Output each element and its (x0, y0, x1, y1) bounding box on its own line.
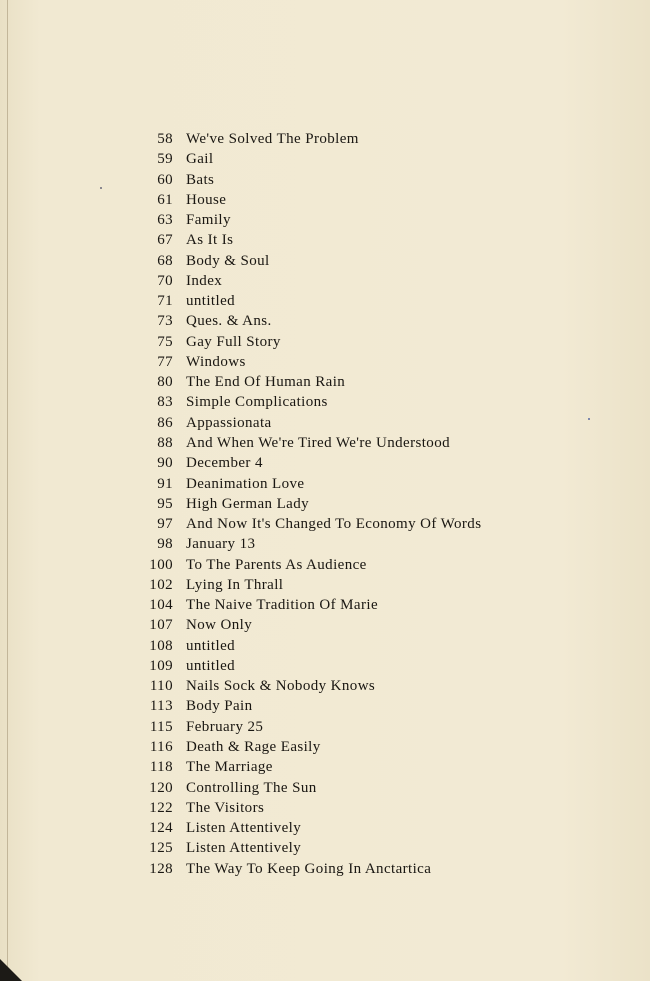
toc-title: Gay Full Story (186, 333, 281, 350)
toc-entry (140, 575, 600, 595)
toc-title: Appassionata (186, 414, 272, 431)
toc-entry (140, 798, 600, 818)
toc-page-number: 63 (157, 212, 173, 229)
toc-title: Bats (186, 171, 215, 188)
toc-page-number: 75 (157, 333, 173, 350)
toc-title: December 4 (186, 455, 263, 472)
toc-page-number: 95 (157, 495, 173, 512)
toc-page-number: 77 (157, 353, 173, 370)
toc-title: The Marriage (186, 759, 273, 776)
toc-entry (140, 555, 600, 575)
toc-entry (140, 615, 600, 635)
toc-entry (140, 271, 600, 291)
toc-entry (140, 494, 600, 514)
toc-page-number: 91 (157, 475, 173, 492)
toc-title: Nails Sock & Nobody Knows (186, 678, 376, 695)
toc-page-number: 71 (157, 293, 173, 310)
toc-title: As It Is (186, 232, 234, 249)
toc-title: Death & Rage Easily (186, 738, 321, 755)
toc-entry (140, 636, 600, 656)
toc-title: Windows (186, 353, 246, 370)
toc-page-number: 118 (149, 759, 173, 776)
toc-title: The Naive Tradition Of Marie (186, 597, 378, 614)
toc-page-number: 124 (149, 820, 173, 837)
toc-title: untitled (186, 293, 236, 310)
toc-title: Deanimation Love (186, 475, 305, 492)
toc-title: Simple Complications (186, 394, 328, 411)
toc-page-number: 107 (149, 617, 173, 634)
toc-title: untitled (186, 657, 236, 674)
toc-title: To The Parents As Audience (186, 556, 367, 573)
toc-title: Body & Soul (186, 252, 270, 269)
toc-page-number: 88 (157, 434, 173, 451)
toc-title: And When We're Tired We're Understood (186, 434, 450, 451)
toc-title: House (186, 191, 227, 208)
toc-entry (140, 656, 600, 676)
toc-title: Ques. & Ans. (186, 313, 272, 330)
toc-entry (140, 311, 600, 331)
toc-title: Now Only (186, 617, 253, 634)
toc-title: Controlling The Sun (186, 779, 317, 796)
toc-title: And Now It's Changed To Economy Of Words (186, 516, 482, 533)
toc-entry (140, 595, 600, 615)
toc-title: Body Pain (186, 698, 253, 715)
toc-page-number: 115 (149, 718, 173, 735)
toc-page-number: 60 (157, 171, 173, 188)
toc-title: Gail (186, 151, 214, 168)
toc-page-number: 59 (157, 151, 173, 168)
toc-title: untitled (186, 637, 236, 654)
toc-page-number: 102 (149, 576, 173, 593)
toc-entry (140, 413, 600, 433)
toc-entry (140, 474, 600, 494)
toc-title: Lying In Thrall (186, 576, 284, 593)
toc-page-number: 61 (157, 191, 173, 208)
toc-entry (140, 433, 600, 453)
toc-entry (140, 514, 600, 534)
toc-page-number: 68 (157, 252, 173, 269)
toc-entry (140, 372, 600, 392)
toc-page-number: 128 (149, 860, 173, 877)
table-of-contents (140, 129, 600, 879)
toc-page-number: 83 (157, 394, 173, 411)
toc-page-number: 120 (149, 779, 173, 796)
toc-entry (140, 149, 600, 169)
toc-title: The Visitors (186, 799, 265, 816)
toc-page-number: 98 (157, 536, 173, 553)
toc-page-number: 80 (157, 374, 173, 391)
toc-entry (140, 251, 600, 271)
page-gutter-line (7, 0, 8, 981)
toc-page-number: 104 (149, 597, 173, 614)
toc-entry (140, 190, 600, 210)
toc-entry (140, 818, 600, 838)
toc-entry (140, 859, 600, 879)
toc-page-number: 125 (149, 840, 173, 857)
toc-entry (140, 392, 600, 412)
toc-entry (140, 534, 600, 554)
toc-entry (140, 717, 600, 737)
toc-entry (140, 170, 600, 190)
toc-title: Family (186, 212, 231, 229)
toc-page-number: 109 (149, 657, 173, 674)
toc-page-number: 67 (157, 232, 173, 249)
toc-page-number: 110 (149, 678, 173, 695)
toc-page-number: 100 (149, 556, 173, 573)
toc-page-number: 86 (157, 414, 173, 431)
toc-title: January 13 (186, 536, 256, 553)
paper-speck (100, 187, 102, 189)
toc-page-number: 116 (149, 738, 173, 755)
toc-title: We've Solved The Problem (186, 131, 359, 147)
toc-title: The Way To Keep Going In Anctartica (186, 860, 432, 877)
toc-entry (140, 696, 600, 716)
toc-entry (140, 676, 600, 696)
toc-page-number: 113 (149, 698, 173, 715)
toc-page-number: 122 (149, 799, 173, 816)
toc-entry (140, 129, 600, 149)
toc-title: The End Of Human Rain (186, 374, 346, 391)
toc-page-number: 70 (157, 272, 173, 289)
toc-title: Index (186, 272, 223, 289)
toc-title: February 25 (186, 718, 264, 735)
toc-entry (140, 332, 600, 352)
toc-entry (140, 757, 600, 777)
toc-page-number: 58 (157, 131, 173, 147)
toc-title: High German Lady (186, 495, 310, 512)
toc-title: Listen Attentively (186, 820, 302, 837)
toc-entry (140, 453, 600, 473)
toc-page-number: 108 (149, 637, 173, 654)
corner-shadow (0, 959, 22, 981)
toc-entry (140, 737, 600, 757)
toc-entry (140, 778, 600, 798)
toc-page-number: 73 (157, 313, 173, 330)
toc-page-number: 97 (157, 516, 173, 533)
toc-entry (140, 230, 600, 250)
toc-title: Listen Attentively (186, 840, 302, 857)
toc-entry (140, 838, 600, 858)
toc-entry (140, 210, 600, 230)
toc-entry (140, 291, 600, 311)
toc-entry (140, 352, 600, 372)
toc-page-number: 90 (157, 455, 173, 472)
